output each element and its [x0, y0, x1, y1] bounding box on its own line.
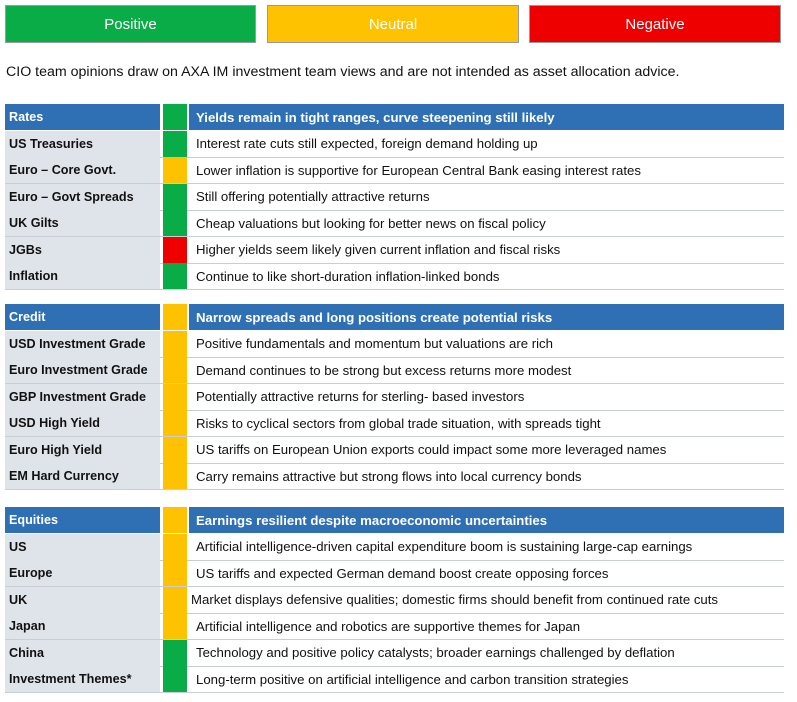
asset-view: Cheap valuations but looking for better news on fiscal policy [196, 215, 546, 231]
section-header [5, 104, 784, 130]
section-title: Credit [5, 304, 160, 330]
asset-label: USD High Yield [5, 410, 160, 436]
stance-indicator-neutral [163, 410, 187, 436]
asset-view: US tariffs on European Union exports could impact some more leveraged names [196, 442, 667, 457]
table-row [5, 384, 784, 410]
table-row [5, 560, 784, 586]
asset-view: Long-term positive on artificial intelligence and carbon transition strategies [196, 671, 629, 687]
asset-view: Market displays defensive qualities; domestic firms should benefit from continued rate cuts [191, 592, 719, 607]
asset-label: Japan [5, 613, 160, 639]
legend-positive: Positive [5, 5, 256, 43]
asset-view: Demand continues to be strong but excess returns more modest [196, 362, 572, 378]
asset-label: Inflation [5, 263, 160, 289]
asset-label: Europe [5, 560, 160, 586]
section-summary: Yields remain in tight ranges, curve steepening still likely [189, 104, 784, 130]
table-row [5, 157, 784, 183]
asset-view: Artificial intelligence and robotics are supportive themes for Japan [196, 618, 581, 634]
legend [5, 5, 781, 44]
asset-view: Higher yields seem likely given current inflation and fiscal risks [196, 242, 561, 257]
stance-indicator-neutral [163, 587, 187, 613]
asset-view: Still offering potentially attractive returns [196, 189, 430, 204]
section-summary: Earnings resilient despite macroeconomic uncertainties [189, 507, 784, 533]
stance-indicator-positive [163, 263, 187, 289]
table-row [5, 357, 784, 383]
table-row [5, 437, 784, 463]
stance-indicator-neutral [163, 463, 187, 489]
asset-label: Euro – Govt Spreads [5, 184, 160, 210]
asset-label: US [5, 534, 160, 560]
table-row [5, 331, 784, 357]
asset-label: EM Hard Currency [5, 463, 160, 489]
section-summary: Narrow spreads and long positions create potential risks [189, 304, 784, 330]
table-row [5, 410, 784, 436]
asset-label: China [5, 640, 160, 666]
table-row [5, 210, 784, 236]
asset-label: Euro Investment Grade [5, 357, 160, 383]
asset-view: Positive fundamentals and momentum but valuations are rich [196, 336, 553, 351]
row-divider [5, 692, 784, 693]
stance-indicator-neutral [163, 157, 187, 183]
stance-indicator-neutral [163, 384, 187, 410]
asset-view: US tariffs and expected German demand boost create opposing forces [196, 565, 609, 581]
asset-label: US Treasuries [5, 131, 160, 157]
stance-indicator-positive [163, 184, 187, 210]
asset-view: Artificial intelligence-driven capital expenditure boom is sustaining large-cap earnings [196, 539, 693, 554]
stance-indicator-neutral [163, 437, 187, 463]
table-row [5, 534, 784, 560]
table-row [5, 587, 784, 613]
asset-label: JGBs [5, 237, 160, 263]
row-divider [5, 489, 784, 490]
asset-label: Euro – Core Govt. [5, 157, 160, 183]
asset-label: USD Investment Grade [5, 331, 160, 357]
stance-indicator-positive [163, 104, 187, 130]
table-row [5, 184, 784, 210]
section-header [5, 507, 784, 533]
table-row [5, 640, 784, 666]
asset-label: Investment Themes* [5, 666, 160, 692]
stance-indicator-negative [163, 237, 187, 263]
asset-label: UK [5, 587, 160, 613]
section-header [5, 304, 784, 330]
section-title: Equities [5, 507, 160, 533]
table-row [5, 463, 784, 489]
asset-view: Technology and positive policy catalysts; broader earnings challenged by deflation [196, 645, 675, 660]
stance-indicator-neutral [163, 304, 187, 330]
asset-view: Interest rate cuts still expected, foreign demand holding up [196, 136, 538, 151]
asset-view: Continue to like short-duration inflation-linked bonds [196, 268, 500, 284]
stance-indicator-neutral [163, 331, 187, 357]
stance-indicator-neutral [163, 560, 187, 586]
table-row [5, 613, 784, 639]
asset-view: Carry remains attractive but strong flows into local currency bonds [196, 468, 582, 484]
asset-view: Potentially attractive returns for sterling- based investors [196, 389, 525, 404]
table-row [5, 131, 784, 157]
stance-indicator-positive [163, 640, 187, 666]
stance-indicator-neutral [163, 534, 187, 560]
stance-indicator-positive [163, 131, 187, 157]
table-row [5, 237, 784, 263]
legend-negative: Negative [529, 5, 781, 43]
disclaimer-note: CIO team opinions draw on AXA IM investment team views and are not intended as asset allocation advice. [6, 64, 680, 80]
asset-label: UK Gilts [5, 210, 160, 236]
asset-label: GBP Investment Grade [5, 384, 160, 410]
stance-indicator-neutral [163, 613, 187, 639]
table-row [5, 263, 784, 289]
asset-view: Risks to cyclical sectors from global trade situation, with spreads tight [196, 415, 601, 431]
table-row [5, 666, 784, 692]
row-divider [5, 289, 784, 290]
legend-neutral: Neutral [267, 5, 519, 43]
stance-indicator-positive [163, 210, 187, 236]
section-title: Rates [5, 104, 160, 130]
stance-indicator-positive [163, 666, 187, 692]
asset-view: Lower inflation is supportive for European Central Bank easing interest rates [196, 162, 641, 178]
stance-indicator-neutral [163, 357, 187, 383]
stance-indicator-neutral [163, 507, 187, 533]
asset-label: Euro High Yield [5, 437, 160, 463]
